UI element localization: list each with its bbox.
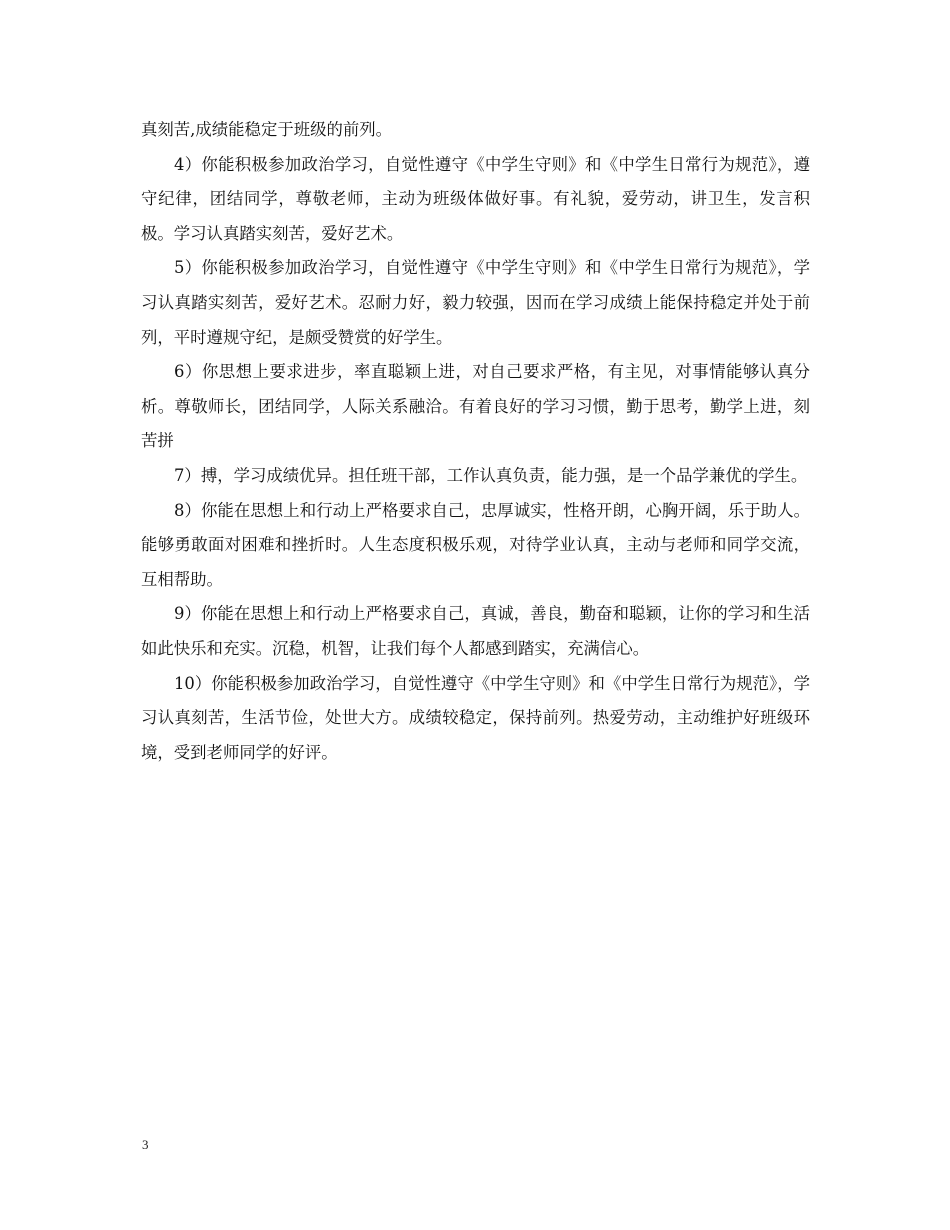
paragraph-item-4: 4）你能积极参加政治学习，自觉性遵守《中学生守则》和《中学生日常行为规范》，遵守纪律，团结同学，尊敬老师，主动为班级体做好事。有礼貌，爱劳动，讲卫生，发言积极。学习认真踏实刻苦，爱好艺术。 [141, 154, 810, 243]
paragraph-item-9: 9）你能在思想上和行动上严格要求自己，真诚，善良，勤奋和聪颖，让你的学习和生活如此快乐和充实。沉稳，机智，让我们每个人都感到踏实，充满信心。 [141, 604, 810, 658]
paragraph-item-6: 6）你思想上要求进步，率直聪颖上进，对自己要求严格，有主见，对事情能够认真分析。尊敬师长，团结同学，人际关系融洽。有着良好的学习习惯，勤于思考，勤学上进，刻苦拼 [141, 362, 810, 451]
paragraph-item-5: 5）你能积极参加政治学习，自觉性遵守《中学生守则》和《中学生日常行为规范》，学习认真踏实刻苦，爱好艺术。忍耐力好，毅力较强，因而在学习成绩上能保持稳定并处于前列，平时遵规守纪，是颇受赞赏的好学生。 [141, 258, 810, 347]
paragraph-continuation: 真刻苦,成绩能稳定于班级的前列。 [141, 120, 393, 139]
document-body [141, 113, 810, 770]
paragraph-item-7: 7）搏，学习成绩优异。担任班干部，工作认真负责，能力强，是一个品学兼优的学生。 [174, 465, 808, 485]
page-number: 3 [142, 1137, 149, 1152]
paragraph-item-8: 8）你能在思想上和行动上严格要求自己，忠厚诚实，性格开朗，心胸开阔，乐于助人。能够勇敢面对困难和挫折时。人生态度积极乐观，对待学业认真，主动与老师和同学交流，互相帮助。 [141, 500, 810, 589]
paragraph-item-10: 10）你能积极参加政治学习，自觉性遵守《中学生守则》和《中学生日常行为规范》，学习认真刻苦，生活节俭，处世大方。成绩较稳定，保持前列。热爱劳动，主动维护好班级环境，受到老师同学的好评。 [141, 673, 810, 762]
